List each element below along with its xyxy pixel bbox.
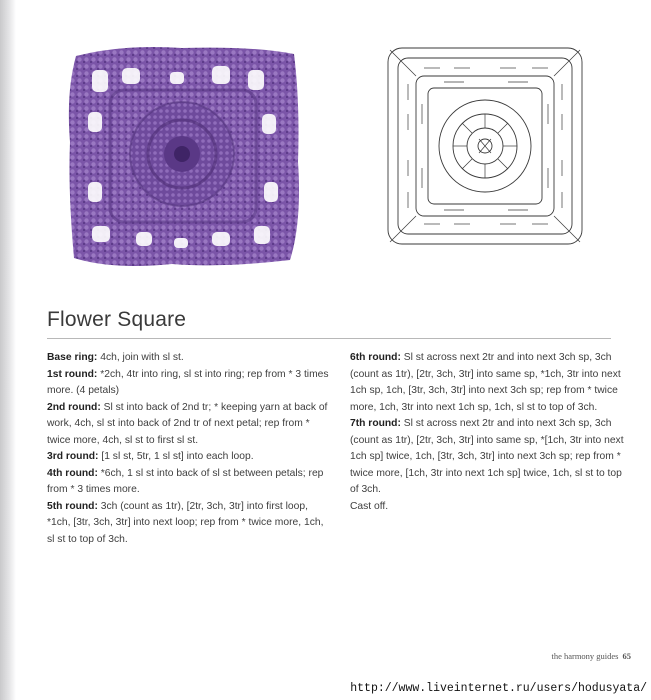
instruction-label: 3rd round: [47, 451, 99, 462]
instructions-left-column [47, 350, 329, 548]
instructions-right-column [350, 350, 632, 515]
instruction-label: 7th round: [350, 418, 401, 429]
instruction-round-7 [350, 416, 632, 499]
book-title: the harmony guides [551, 651, 619, 661]
page-footer [551, 651, 631, 661]
instruction-text: *2ch, 4tr into ring, sl st into ring; rep from * 3 times more. (4 petals) [47, 368, 329, 396]
instruction-round-5 [47, 499, 329, 549]
instruction-round-6 [350, 350, 632, 416]
pattern-title: Flower Square [47, 308, 187, 331]
instruction-label: 1st round: [47, 368, 98, 380]
instruction-text: Cast off. [350, 500, 389, 512]
instruction-cast-off [350, 499, 632, 516]
instruction-text: Sl st into back of 2nd tr; * keeping yarn at back of work, 4ch, sl st into back of 2nd tr of next petal; rep from * twice more, 4ch, sl st to first sl st. [47, 401, 328, 446]
instruction-text: *6ch, 1 sl st into back of sl st between petals; rep from * 3 times more. [47, 467, 324, 495]
instruction-round-2 [47, 400, 329, 450]
title-divider [47, 338, 611, 339]
instruction-label: 2nd round: [47, 401, 101, 413]
page-binding-edge [0, 0, 16, 700]
instruction-label: 4th round: [47, 467, 98, 479]
instruction-round-4 [47, 466, 329, 499]
crochet-chart-diagram [384, 44, 586, 248]
instruction-label: 6th round: [350, 352, 401, 363]
instruction-round-1 [47, 367, 329, 400]
instruction-text: 4ch, join with sl st. [97, 352, 184, 363]
instruction-label: Base ring: [47, 352, 98, 363]
instruction-text: 3ch (count as 1tr), [2tr, 3ch, 3tr] into first loop, *1ch, [3tr, 3ch, 3tr] into next loop; rep from * twice more, 1ch, sl st to top of 3ch. [47, 500, 324, 545]
instruction-text: Sl st across next 2tr and into next 3ch sp, 3ch (count as 1tr), [2tr, 3ch, 3tr] into same sp, *[1ch, 3tr into next 1ch sp] twice, 1ch, [3tr, 3ch, 3tr] into next 3ch sp; rep from * twice more, [1ch, 3tr into next 1ch sp] twice, 1ch, sl st to top of 3ch. [350, 418, 624, 495]
instruction-text: Sl st across next 2tr and into next 3ch sp, 3ch (count as 1tr), [2tr, 3ch, 3tr] into same sp, *1ch, 3tr into next 1ch sp, 1ch, [3tr, 3ch, 3tr] into next 3ch sp; rep from * twice more, 1ch, 3tr into next 1ch sp, 1ch, sl st to top of 3ch. [350, 352, 621, 413]
instruction-label: 5th round: [47, 500, 98, 512]
crochet-square-photo [62, 42, 304, 270]
page-number: 65 [622, 651, 631, 661]
instruction-text: [1 sl st, 5tr, 1 sl st] into each loop. [98, 451, 254, 462]
watermark-url[interactable]: http://www.liveinternet.ru/users/hodusyata/ [350, 682, 647, 695]
instruction-round-3 [47, 449, 329, 466]
instruction-base-ring [47, 350, 329, 367]
